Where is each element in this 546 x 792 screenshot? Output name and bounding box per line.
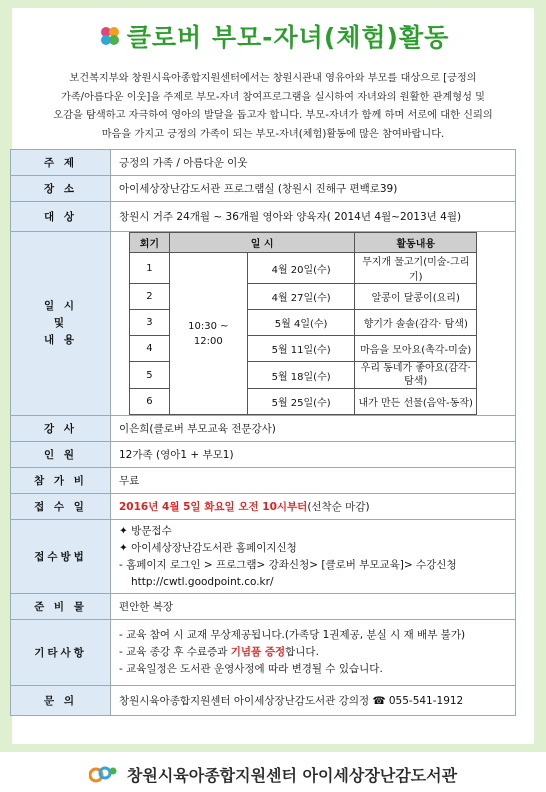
fee-value: 무료	[111, 468, 516, 494]
footer	[0, 756, 546, 792]
session-date: 4월 20일(수)	[247, 253, 355, 284]
header-session: 회기	[130, 233, 170, 253]
session-row	[130, 253, 477, 284]
notes-text: 합니다.	[285, 646, 319, 658]
theme-value: 긍정의 가족 / 아름다운 이웃	[111, 150, 516, 176]
notes-line: - 교육 참여 시 교재 무상제공됩니다.(가족당 1권제공, 분실 시 재 배부 불가)	[119, 629, 466, 641]
materials-value: 편안한 복장	[111, 594, 516, 620]
method-item: ✦ 아이세상장난감도서관 홈페이지신청	[119, 541, 297, 554]
clover-icon	[97, 23, 123, 49]
title-row	[12, 16, 534, 56]
header-activity: 활동내용	[355, 233, 477, 253]
notes-value	[111, 620, 516, 686]
intro-line: 가족/아름다운 이웃]을 주제로 부모-자녀 참여프로그램을 실시하여 자녀와의 원활한 관계형성 및	[60, 91, 486, 103]
place-value: 아이세상장난감도서관 프로그램실 (창원시 진해구 편백로39)	[111, 176, 516, 202]
method-link[interactable]: http://cwtl.goodpoint.co.kr/	[131, 575, 274, 588]
row-inquiry	[11, 686, 516, 716]
inquiry-value: 창원시육아종합지원센터 아이세상장난감도서관 강의정 ☎ 055-541-1912	[111, 686, 516, 716]
notes-text: - 교육 종강 후 수료증과	[119, 646, 231, 658]
reception-date-note: (선착순 마감)	[307, 501, 370, 513]
session-activity: 알콩이 달콩이(요리)	[355, 284, 477, 310]
personnel-label: 인 원	[11, 442, 111, 468]
schedule-label	[11, 232, 111, 416]
header-datetime: 일 시	[169, 233, 355, 253]
center-logo-icon	[89, 763, 119, 785]
session-no: 3	[130, 310, 170, 336]
schedule-label-line: 일 시	[44, 300, 77, 312]
session-activity: 우리 동네가 좋아요(감각· 탐색)	[355, 362, 477, 389]
schedule-cell	[111, 232, 516, 416]
fee-label: 참 가 비	[11, 468, 111, 494]
row-method	[11, 520, 516, 594]
session-time	[169, 253, 247, 415]
schedule-table	[129, 232, 477, 415]
row-materials	[11, 594, 516, 620]
method-item: - 홈페이지 로그인 > 프로그램> 강좌신청> [클로버 부모교육]> 수강신청	[119, 558, 457, 571]
session-no: 5	[130, 362, 170, 389]
notes-line: - 교육일정은 도서관 운영사정에 따라 변경될 수 있습니다.	[119, 663, 383, 675]
schedule-label-line: 및	[53, 317, 68, 329]
session-no: 6	[130, 389, 170, 415]
row-target	[11, 202, 516, 232]
page-title: 클로버 부모-자녀(체험)활동	[126, 23, 450, 52]
reception-date-label: 접 수 일	[11, 494, 111, 520]
schedule-header-row	[130, 233, 477, 253]
personnel-value: 12가족 (영아1 + 부모1)	[111, 442, 516, 468]
notes-label: 기타사항	[11, 620, 111, 686]
notes-highlight: 기념품 증정	[230, 646, 286, 658]
method-value	[111, 520, 516, 594]
inquiry-label: 문 의	[11, 686, 111, 716]
row-fee	[11, 468, 516, 494]
footer-text: 창원시육아종합지원센터 아이세상장난감도서관	[126, 765, 458, 785]
session-date: 5월 4일(수)	[247, 310, 355, 336]
session-date: 5월 11일(수)	[247, 336, 355, 362]
session-no: 4	[130, 336, 170, 362]
reception-date-value	[111, 494, 516, 520]
instructor-label: 강 사	[11, 416, 111, 442]
instructor-value: 이은희(클로버 부모교육 전문강사)	[111, 416, 516, 442]
row-personnel	[11, 442, 516, 468]
intro-line: 마음을 가지고 긍정의 가족이 되는 부모-자녀(체험)활동에 많은 참여바랍니다.	[101, 128, 445, 140]
session-activity: 내가 만든 선물(음악-동작)	[355, 389, 477, 415]
method-list	[119, 523, 507, 591]
materials-label: 준 비 물	[11, 594, 111, 620]
method-label: 접수방법	[11, 520, 111, 594]
row-theme	[11, 150, 516, 176]
row-notes	[11, 620, 516, 686]
intro-line: 오감을 탐색하고 자극하여 영아의 발달을 돕고자 합니다. 부모-자녀가 함께 하며 서로에 대한 신뢰의	[53, 110, 493, 121]
method-item: ✦ 방문접수	[119, 524, 172, 537]
session-no: 2	[130, 284, 170, 310]
row-schedule	[11, 232, 516, 416]
session-date: 4월 27일(수)	[247, 284, 355, 310]
intro-paragraph	[24, 70, 522, 144]
intro-line: 보건복지부와 창원시육아종합지원센터에서는 창원시관내 영유아와 부모를 대상으로 [긍정의	[69, 73, 477, 84]
session-activity: 무지개 물고기(미술-그리기)	[355, 253, 477, 284]
target-value: 창원시 거주 24개월 ~ 36개월 영아와 양육자( 2014년 4월~2013년 4월)	[111, 202, 516, 232]
session-activity: 마음을 모아요(촉각-미술)	[355, 336, 477, 362]
time-text: 10:30 ~ 12:00	[188, 320, 229, 347]
session-no: 1	[130, 253, 170, 284]
target-label: 대 상	[11, 202, 111, 232]
schedule-label-line: 내 용	[44, 334, 77, 346]
info-table	[10, 149, 516, 716]
row-instructor	[11, 416, 516, 442]
session-date: 5월 25일(수)	[247, 389, 355, 415]
session-date: 5월 18일(수)	[247, 362, 355, 389]
theme-label: 주 제	[11, 150, 111, 176]
row-reception-date	[11, 494, 516, 520]
reception-date-highlight: 2016년 4월 5일 화요일 오전 10시부터	[119, 501, 308, 513]
session-activity: 향기가 솔솔(감각· 탐색)	[355, 310, 477, 336]
notes-line	[119, 644, 507, 661]
row-place	[11, 176, 516, 202]
place-label: 장 소	[11, 176, 111, 202]
